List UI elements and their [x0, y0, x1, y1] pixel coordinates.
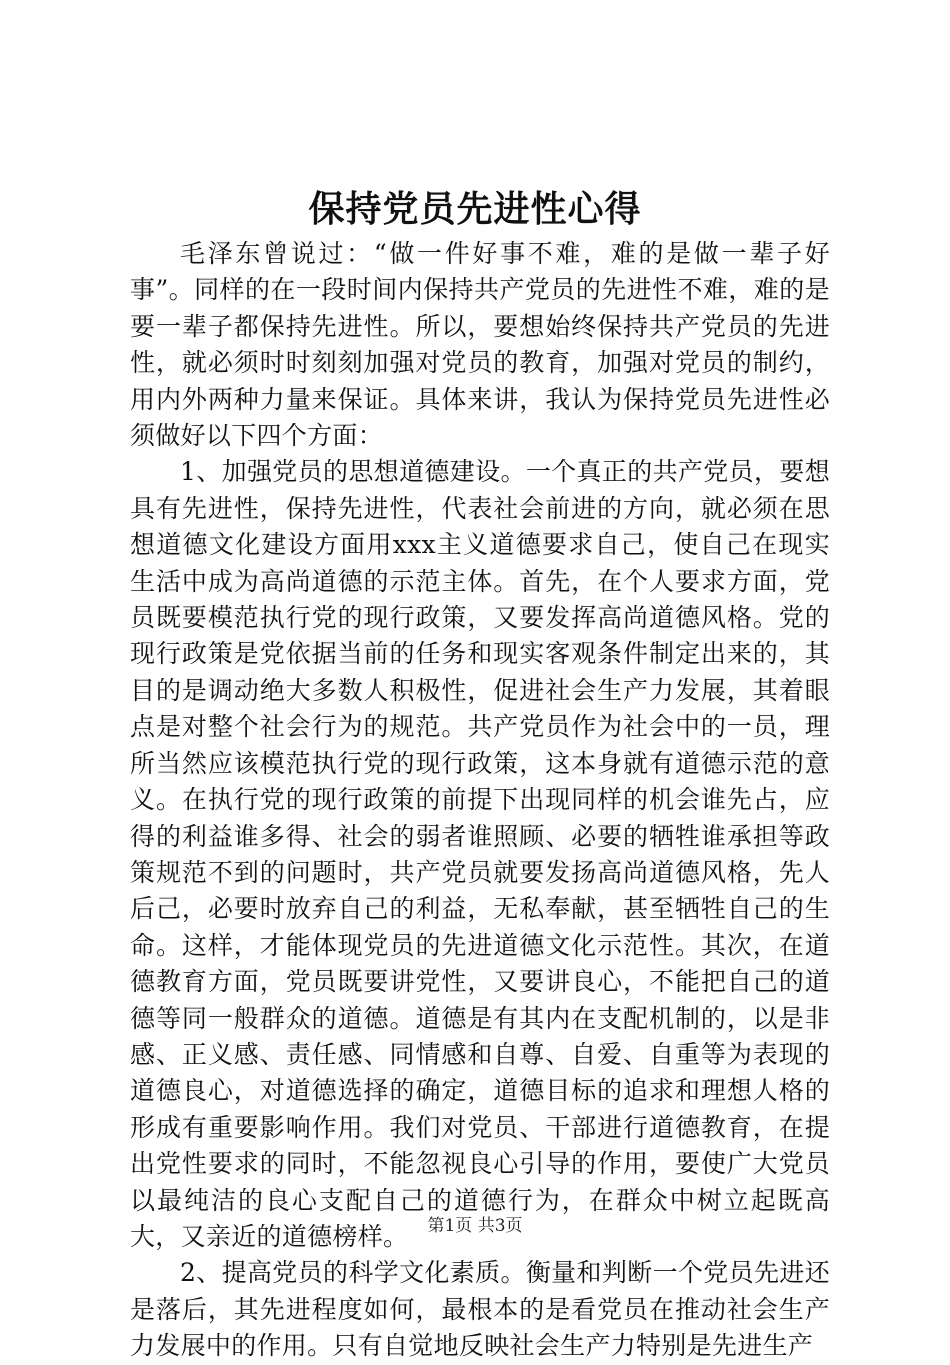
paragraph-point-1: 1、加强党员的思想道德建设。一个真正的共产党员，要想具有先进性，保持先进性，代表社会前进的方向，就必须在思想道德文化建设方面用xxx主义道德要求自己，使自己在现实生活中成为高尚道德的示范主体。首先，在个人要求方面，党员既要模范执行党的现行政策，又要发挥高尚道德风格。党的现行政策是党依据当前的任务和现实客观条件制定出来的，其目的是调动绝大多数人积极性，促进社会生产力发展，其着眼点是对整个社会行为的规范。共产党员作为社会中的一员，理所当然应该模范执行党的现行政策，这本身就有道德示范的意义。在执行党的现行政策的前提下出现同样的机会谁先占，应得的利益谁多得、社会的弱者谁照顾、必要的牺牲谁承担等政策规范不到的问题时，共产党员就要发扬高尚道德风格，先人后己，必要时放弃自己的利益，无私奉献，甚至牺牲自己的生命。这样，才能体现党员的先进道德文化示范性。其次，在道德教育方面，党员既要讲党性，又要讲良心，不能把自己的道德等同一般群众的道德。道德是有其内在支配机制的，以是非感、正义感、责任感、同情感和自尊、自爱、自重等为表现的道德良心，对道德选择的确定，道德目标的追求和理想人格的形成有重要影响作用。我们对党员、干部进行道德教育，在提出党性要求的同时，不能忽视良心引导的作用，要使广大党员以最纯洁的良心支配自己的道德行为，在群众中树立起既高大，又亲近的道德榜样。: [130, 457, 830, 1251]
document-title: 保持党员先进性心得: [308, 188, 642, 230]
document-body: [130, 236, 830, 1365]
page-number: 第1页 共3页: [427, 1216, 523, 1236]
paragraph-intro: 毛泽东曾说过：“做一件好事不难，难的是做一辈子好事”。同样的在一段时间内保持共产党员的先进性不难，难的是要一辈子都保持先进性。所以，要想始终保持共产党员的先进性，就必须时时刻刻加强对党员的教育，加强对党员的制约，用内外两种力量来保证。具体来讲，我认为保持党员先进性必须做好以下四个方面：: [130, 239, 830, 451]
paragraph-point-2: 2、提高党员的科学文化素质。衡量和判断一个党员先进还是落后，其先进程度如何，最根本的是看党员在推动社会生产力发展中的作用。只有自觉地反映社会生产力特别是先进生产: [130, 1258, 830, 1361]
